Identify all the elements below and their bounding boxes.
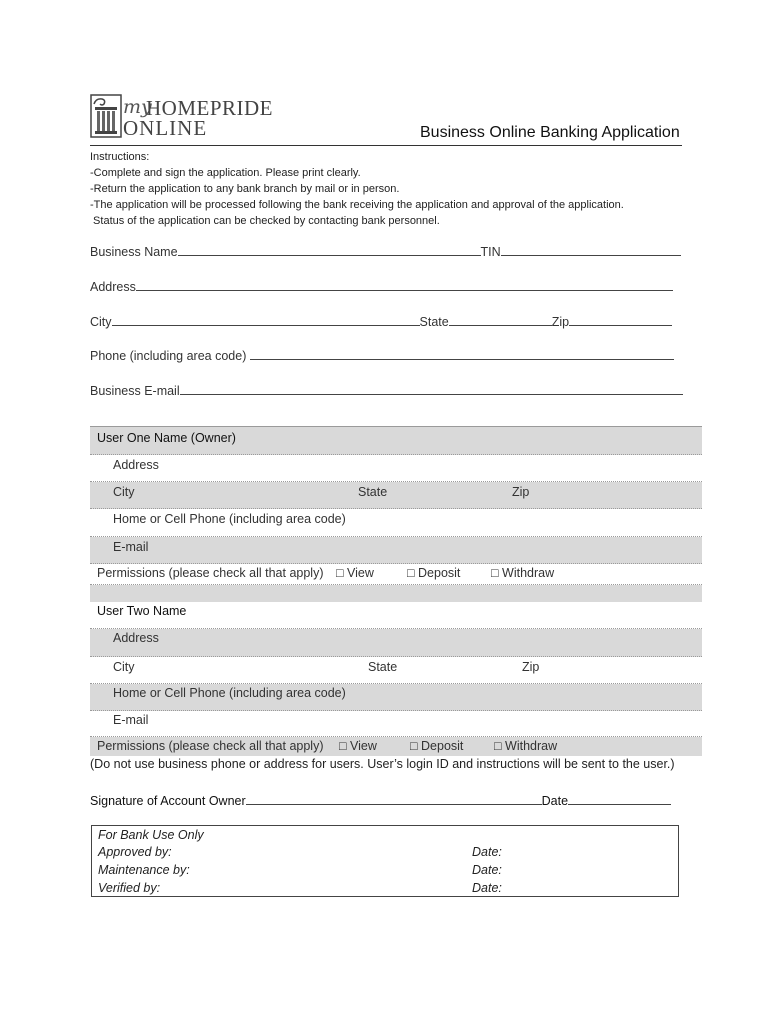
zip-field[interactable]: [569, 313, 672, 326]
user-spacer-row: [90, 585, 702, 602]
verified-by-label: Verified by:: [98, 881, 161, 895]
phone-label: Phone (including area code): [90, 349, 247, 363]
instructions: [90, 149, 624, 229]
user-two-zip-label: Zip: [522, 660, 540, 674]
bank-use-heading: For Bank Use Only: [98, 828, 204, 842]
user-two-name-row[interactable]: [90, 602, 702, 629]
user-one-phone-row[interactable]: [90, 509, 702, 537]
maintenance-by-label: Maintenance by:: [98, 863, 190, 877]
user-two-email-label: E-mail: [113, 713, 149, 727]
user-two-state-label: State: [368, 660, 398, 674]
business-email-label: Business E-mail: [90, 384, 180, 398]
zip-label: Zip: [551, 315, 570, 329]
business-name-label: Business Name: [90, 245, 178, 259]
user-two-address-label: Address: [113, 631, 159, 645]
pillar-logo-icon: [90, 94, 122, 138]
signature-date-label: Date: [541, 794, 569, 808]
tin-field[interactable]: [501, 243, 681, 256]
city-state-zip-row: [90, 313, 672, 329]
instructions-heading: Instructions:: [90, 151, 150, 163]
user-two-city-row[interactable]: [90, 657, 702, 684]
logo-homepride-text: HOMEPRIDE: [146, 96, 274, 120]
instruction-line: Status of the application can be checked by contacting bank personnel.: [90, 215, 440, 227]
state-field[interactable]: [449, 313, 552, 326]
user-one-address-row[interactable]: [90, 455, 702, 482]
user-one-email-row[interactable]: [90, 537, 702, 564]
user-one-heading: User One Name (Owner): [97, 431, 236, 445]
user-one-permissions-row: [90, 564, 702, 585]
user-one-state-label: State: [358, 485, 388, 499]
user-one-city-label: City: [113, 485, 135, 499]
user-two-permissions-row: [90, 737, 702, 756]
users-note: (Do not use business phone or address for users. User’s login ID and instructions will be sent to the user.): [90, 757, 675, 771]
user-one-phone-label: Home or Cell Phone (including area code): [113, 512, 346, 526]
instruction-line: -Return the application to any bank branch by mail or in person.: [90, 183, 400, 195]
logo-my-text: my: [123, 96, 152, 118]
user-one-name-row[interactable]: [90, 426, 702, 455]
user-two-view-checkbox[interactable]: □ View: [339, 739, 377, 753]
business-name-field[interactable]: [178, 243, 481, 256]
bank-use-box: [91, 825, 679, 897]
logo-online-text: ONLINE: [123, 116, 208, 140]
bank-logo: [90, 94, 290, 140]
user-one-permissions-label: Permissions (please check all that apply): [97, 566, 324, 580]
user-two-phone-label: Home or Cell Phone (including area code): [113, 686, 346, 700]
user-two-email-row[interactable]: [90, 711, 702, 737]
user-one-city-row[interactable]: [90, 482, 702, 509]
city-field[interactable]: [112, 313, 420, 326]
approved-date-label: Date:: [472, 845, 502, 859]
user-one-address-label: Address: [113, 458, 159, 472]
business-email-row: [90, 382, 683, 398]
user-two-deposit-checkbox[interactable]: □ Deposit: [410, 739, 464, 753]
user-one-email-label: E-mail: [113, 540, 149, 554]
user-two-heading: User Two Name: [97, 604, 187, 618]
maintenance-date-label: Date:: [472, 863, 502, 877]
signature-date-field[interactable]: [568, 792, 671, 805]
title-divider: [90, 145, 682, 146]
user-two-withdraw-checkbox[interactable]: □ Withdraw: [494, 739, 558, 753]
user-two-city-label: City: [113, 660, 135, 674]
approved-by-label: Approved by:: [98, 845, 172, 859]
signature-field[interactable]: [246, 792, 542, 805]
address-label: Address: [90, 280, 136, 294]
user-one-zip-label: Zip: [512, 485, 530, 499]
address-field[interactable]: [136, 278, 673, 291]
document-title: Business Online Banking Application: [420, 124, 680, 141]
user-one-view-checkbox[interactable]: □ View: [336, 566, 374, 580]
user-two-phone-row[interactable]: [90, 684, 702, 711]
user-one-withdraw-checkbox[interactable]: □ Withdraw: [491, 566, 555, 580]
instruction-line: -Complete and sign the application. Please print clearly.: [90, 167, 361, 179]
user-one-deposit-checkbox[interactable]: □ Deposit: [407, 566, 461, 580]
phone-row: [90, 347, 674, 363]
business-name-row: [90, 243, 681, 259]
signature-row: [90, 792, 671, 808]
address-row: [90, 278, 673, 294]
business-email-field[interactable]: [180, 382, 683, 395]
verified-date-label: Date:: [472, 881, 502, 895]
instruction-line: -The application will be processed following the bank receiving the application and approval of the application.: [90, 199, 624, 211]
state-label: State: [419, 315, 449, 329]
user-two-address-row[interactable]: [90, 629, 702, 657]
phone-field[interactable]: [250, 347, 674, 360]
user-two-permissions-label: Permissions (please check all that apply): [97, 739, 324, 753]
tin-label: TIN: [480, 245, 501, 259]
city-label: City: [90, 315, 112, 329]
signature-label: Signature of Account Owner: [90, 794, 246, 808]
